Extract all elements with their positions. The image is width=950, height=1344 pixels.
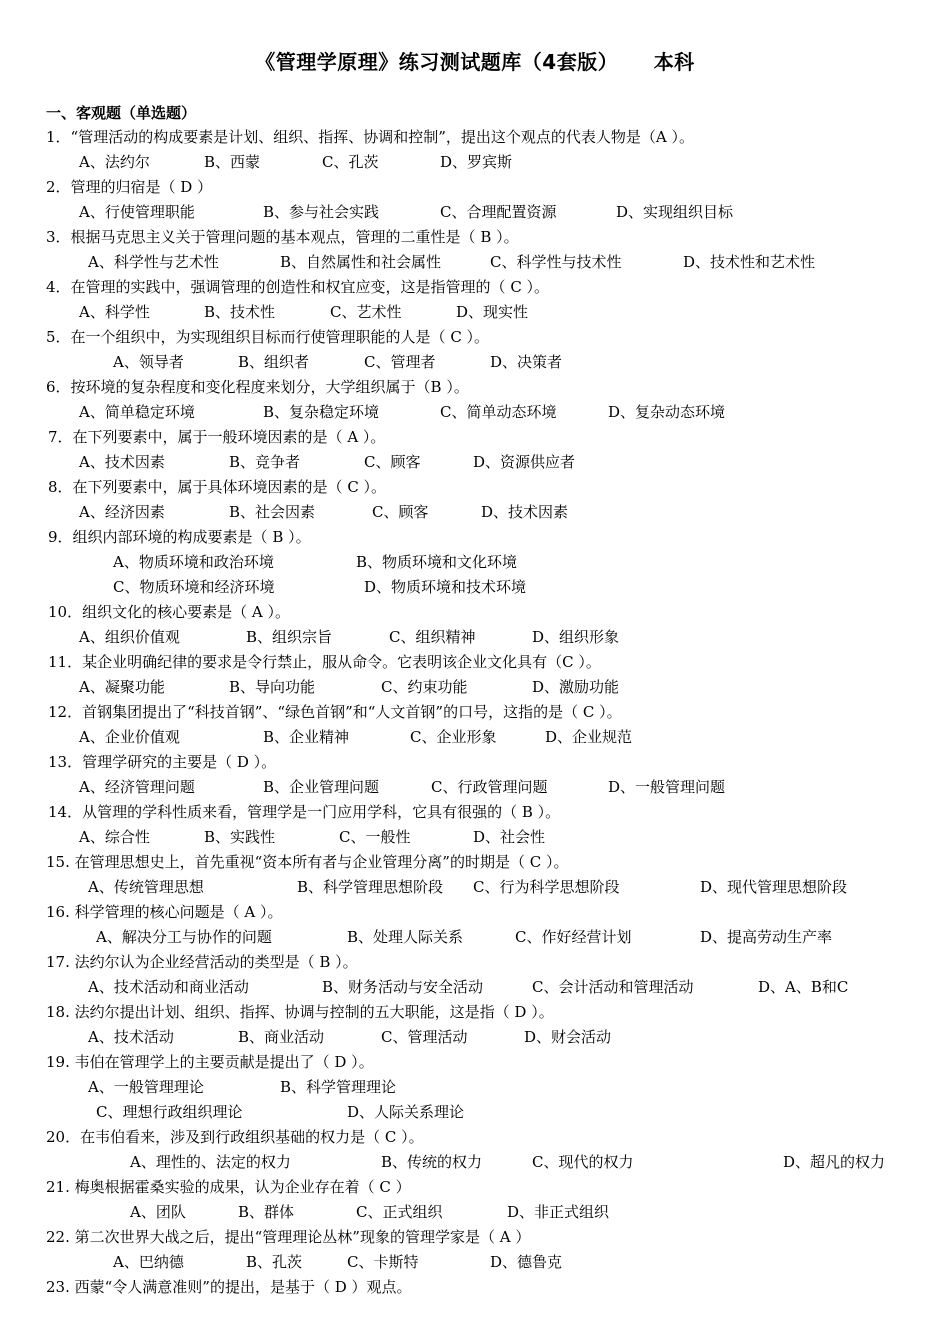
option-b: B、组织者	[238, 353, 310, 371]
question-8: 8．在下列要素中，属于具体环境因素的是（ C ）。	[48, 478, 387, 496]
question-22: 22. 第二次世界大战之后，提出“管理理论丛林”现象的管理学家是（ A ）	[46, 1228, 531, 1246]
option-a: A、综合性	[79, 828, 150, 846]
option-c: C、约束功能	[381, 678, 468, 696]
question-10: 10．组织文化的核心要素是（ A ）。	[48, 603, 290, 621]
option-d: D、提高劳动生产率	[700, 928, 833, 946]
option-b: B、复杂稳定环境	[263, 403, 380, 421]
option-d: D、现代管理思想阶段	[700, 878, 848, 896]
option-c: C、顾客	[364, 453, 421, 471]
question-5: 5．在一个组织中，为实现组织目标而行使管理职能的人是（ C ）。	[46, 328, 490, 346]
question-20: 20．在韦伯看来，涉及到行政组织基础的权力是（ C ）。	[46, 1128, 424, 1146]
title-main: 《管理学原理》练习测试题库（4套版）	[255, 50, 619, 74]
option-a: A、一般管理理论	[88, 1078, 204, 1096]
title-suffix: 本科	[653, 50, 695, 74]
question-7: 7．在下列要素中，属于一般环境因素的是（ A ）。	[48, 428, 386, 446]
option-b: B、导向功能	[229, 678, 316, 696]
option-d: D、复杂动态环境	[608, 403, 726, 421]
option-b: B、社会因素	[229, 503, 316, 521]
option-b: B、西蒙	[204, 153, 261, 171]
option-a: A、简单稳定环境	[79, 403, 195, 421]
question-1: 1．“管理活动的构成要素是计划、组织、指挥、协调和控制”，提出这个观点的代表人物是（A ）。	[46, 128, 694, 146]
option-d: D、一般管理问题	[608, 778, 726, 796]
option-b: B、财务活动与安全活动	[322, 978, 484, 996]
option-b: B、竞争者	[229, 453, 301, 471]
option-c: C、物质环境和经济环境	[113, 578, 275, 596]
option-c: C、正式组织	[356, 1203, 443, 1221]
option-d: D、物质环境和技术环境	[364, 578, 527, 596]
option-d: D、罗宾斯	[440, 153, 513, 171]
option-b: B、科学管理思想阶段	[297, 878, 444, 896]
option-c: C、会计活动和管理活动	[532, 978, 694, 996]
option-a: A、科学性与艺术性	[88, 253, 219, 271]
option-a: A、组织价值观	[79, 628, 180, 646]
option-a: A、经济因素	[79, 503, 165, 521]
option-b: B、自然属性和社会属性	[280, 253, 442, 271]
option-c: C、一般性	[339, 828, 411, 846]
option-c: C、卡斯特	[347, 1253, 419, 1271]
option-c: C、合理配置资源	[440, 203, 557, 221]
option-b: B、群体	[238, 1203, 295, 1221]
option-c: C、顾客	[372, 503, 429, 521]
option-b: B、商业活动	[238, 1028, 325, 1046]
question-18: 18. 法约尔提出计划、组织、指挥、协调与控制的五大职能，这是指（ D ）。	[46, 1003, 554, 1021]
option-b: B、实践性	[204, 828, 276, 846]
option-c: C、理想行政组织理论	[96, 1103, 243, 1121]
option-d: D、非正式组织	[507, 1203, 610, 1221]
question-4: 4．在管理的实践中，强调管理的创造性和权宜应变，这是指管理的（ C ）。	[46, 278, 550, 296]
option-d: D、组织形象	[532, 628, 620, 646]
question-16: 16. 科学管理的核心问题是（ A ）。	[46, 903, 283, 921]
option-d: D、超凡的权力	[783, 1153, 886, 1171]
option-c: C、管理活动	[381, 1028, 468, 1046]
option-d: D、激励功能	[532, 678, 620, 696]
option-c: C、行为科学思想阶段	[473, 878, 620, 896]
document-title	[0, 46, 950, 75]
option-a: A、技术活动	[88, 1028, 174, 1046]
option-b: B、技术性	[204, 303, 276, 321]
option-b: B、企业管理问题	[263, 778, 380, 796]
question-13: 13．管理学研究的主要是（ D ）。	[48, 753, 277, 771]
question-3: 3．根据马克思主义关于管理问题的基本观点，管理的二重性是（ B ）。	[46, 228, 519, 246]
question-6: 6．按环境的复杂程度和变化程度来划分，大学组织属于（B ）。	[46, 378, 469, 396]
option-a: A、巴纳德	[113, 1253, 184, 1271]
question-21: 21. 梅奥根据霍桑实验的成果，认为企业存在着（ C ）	[46, 1178, 411, 1196]
option-b: B、孔茨	[246, 1253, 303, 1271]
option-a: A、企业价值观	[79, 728, 180, 746]
option-a: A、领导者	[113, 353, 184, 371]
option-c: C、孔茨	[322, 153, 379, 171]
option-b: B、处理人际关系	[347, 928, 464, 946]
option-a: A、行使管理职能	[79, 203, 195, 221]
option-b: B、传统的权力	[381, 1153, 483, 1171]
question-23: 23. 西蒙“令人满意准则”的提出，是基于（ D ）观点。	[46, 1278, 412, 1296]
question-12: 12．首钢集团提出了“科技首钢”、“绿色首钢”和“人文首钢”的口号，这指的是（ C ）。	[48, 703, 622, 721]
option-c: C、管理者	[364, 353, 436, 371]
option-a: A、技术活动和商业活动	[88, 978, 249, 996]
option-a: A、理性的、法定的权力	[130, 1153, 291, 1171]
option-b: B、参与社会实践	[263, 203, 380, 221]
option-c: C、现代的权力	[532, 1153, 634, 1171]
option-d: D、决策者	[490, 353, 563, 371]
option-a: A、物质环境和政治环境	[113, 553, 274, 571]
option-a: A、科学性	[79, 303, 150, 321]
question-17: 17. 法约尔认为企业经营活动的类型是（ B ）。	[46, 953, 358, 971]
option-c: C、作好经营计划	[515, 928, 632, 946]
option-d: D、现实性	[456, 303, 529, 321]
question-9: 9．组织内部环境的构成要素是（ B ）。	[48, 528, 311, 546]
option-a: A、技术因素	[79, 453, 165, 471]
question-19: 19. 韦伯在管理学上的主要贡献是提出了（ D ）。	[46, 1053, 374, 1071]
option-a: A、解决分工与协作的问题	[96, 928, 272, 946]
option-d: D、人际关系理论	[347, 1103, 465, 1121]
option-c: C、科学性与技术性	[490, 253, 622, 271]
option-d: D、实现组织目标	[616, 203, 734, 221]
option-d: D、A、B和C	[758, 978, 849, 996]
option-a: A、经济管理问题	[79, 778, 195, 796]
option-d: D、技术因素	[481, 503, 569, 521]
option-b: B、组织宗旨	[246, 628, 333, 646]
option-c: C、简单动态环境	[440, 403, 557, 421]
section-heading: 一、客观题（单选题）	[46, 104, 197, 122]
question-2: 2．管理的归宿是（ D ）	[46, 178, 213, 196]
option-b: B、物质环境和文化环境	[356, 553, 518, 571]
option-a: A、传统管理思想	[88, 878, 204, 896]
option-d: D、社会性	[473, 828, 546, 846]
option-a: A、凝聚功能	[79, 678, 165, 696]
option-d: D、企业规范	[545, 728, 633, 746]
option-b: B、企业精神	[263, 728, 350, 746]
option-c: C、行政管理问题	[431, 778, 548, 796]
option-d: D、技术性和艺术性	[683, 253, 816, 271]
option-a: A、团队	[130, 1203, 186, 1221]
option-a: A、法约尔	[79, 153, 150, 171]
option-c: C、企业形象	[410, 728, 497, 746]
question-11: 11．某企业明确纪律的要求是令行禁止，服从命令。它表明该企业文化具有（C ）。	[48, 653, 601, 671]
question-15: 15. 在管理思想史上，首先重视“资本所有者与企业管理分离”的时期是（ C ）。	[46, 853, 569, 871]
option-d: D、德鲁克	[490, 1253, 563, 1271]
option-d: D、财会活动	[524, 1028, 612, 1046]
option-c: C、组织精神	[389, 628, 476, 646]
option-c: C、艺术性	[330, 303, 402, 321]
question-14: 14．从管理的学科性质来看，管理学是一门应用学科，它具有很强的（ B ）。	[48, 803, 561, 821]
option-d: D、资源供应者	[473, 453, 576, 471]
option-b: B、科学管理理论	[280, 1078, 397, 1096]
